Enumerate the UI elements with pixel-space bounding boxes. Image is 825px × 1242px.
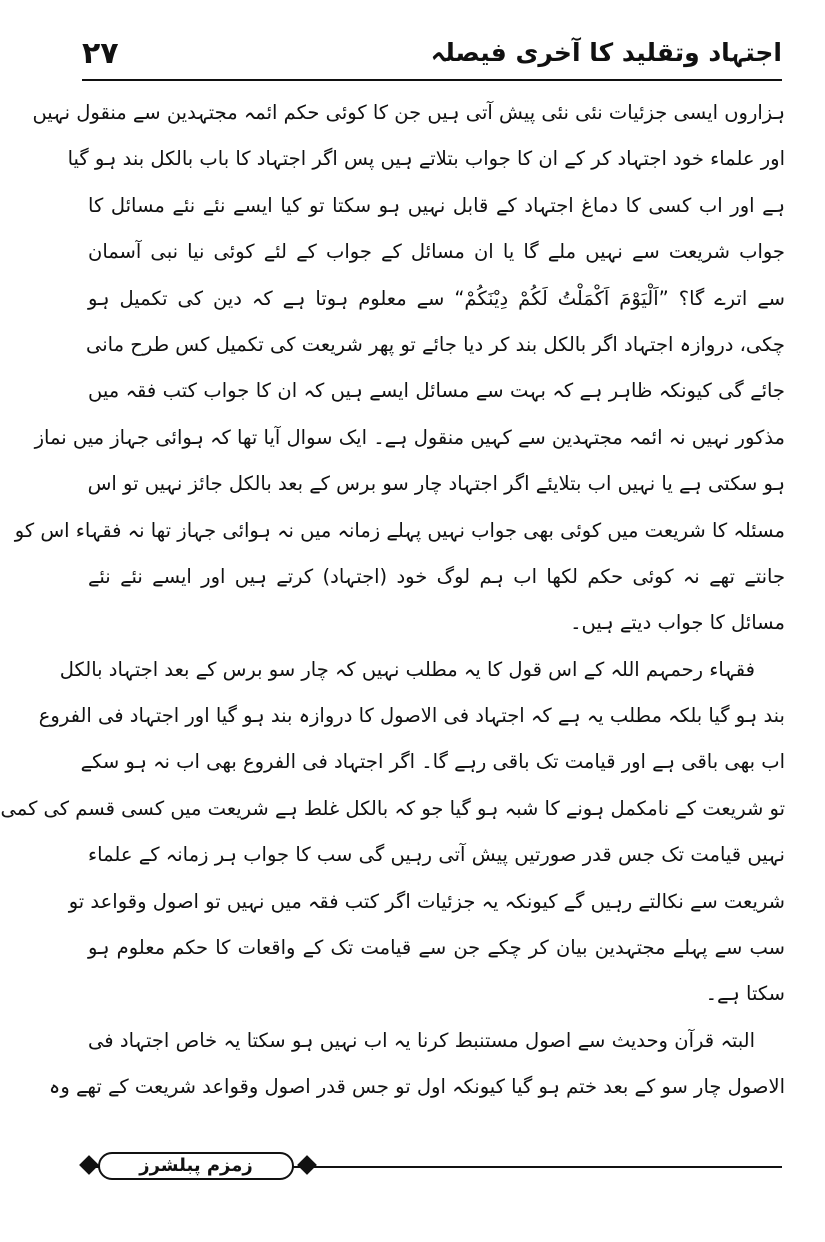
- text-line: نہیں قیامت تک جس قدر صورتیں پیش آتی رہیں گی سب کا جواب ہر زمانہ کے علماء: [88, 843, 785, 867]
- body-text: [0, 90, 785, 1111]
- text-line: جواب شریعت سے نہیں ملے گا یا ان مسائل کے جواب کے لئے کوئی نیا نبی آسمان: [88, 240, 785, 264]
- text-line: سکتا ہے۔: [705, 982, 785, 1006]
- text-line: جانتے تھے نہ کوئی حکم لکھا اب ہم لوگ خود (اجتہاد) کرتے ہیں اور ایسے نئے نئے: [88, 564, 785, 588]
- text-line: مسائل کا جواب دیتے ہیں۔: [570, 611, 785, 635]
- text-line: شریعت سے نکالتے رہیں گے کیونکہ یہ جزئیات اگر کتب فقہ میں نہیں تو اصول وقواعد تو: [68, 889, 785, 913]
- text-line: تو شریعت کے نامکمل ہونے کا شبہ ہو گیا جو کہ بالکل غلط ہے شریعت میں کسی قسم کی کمی: [0, 796, 785, 820]
- text-line: بند ہو گیا بلکہ مطلب یہ ہے کہ اجتہاد فی الاصول کا دروازہ بند ہو گیا اور اجتہاد فی الفروع: [38, 704, 785, 728]
- text-line: فقہاء رحمہم اللہ کے اس قول کا یہ مطلب نہیں کہ چار سو برس کے بعد اجتہاد بالکل: [59, 657, 755, 681]
- page-header: [82, 34, 782, 74]
- text-line: الاصول چار سو کے بعد ختم ہو گیا کیونکہ اول تو جس قدر اصول وقواعد شریعت کے تھے وہ: [48, 1075, 785, 1099]
- text-line: جائے گی کیونکہ ظاہر ہے کہ بہت سے مسائل ایسے ہیں کہ ان کا جواب کتب فقہ میں: [88, 379, 785, 403]
- text-line: چکی، دروازہ اجتہاد اگر بالکل بند کر دیا جائے تو پھر شریعت کی تکمیل کس طرح مانی: [85, 332, 785, 356]
- header-rule: [82, 79, 782, 81]
- text-line: سب سے پہلے مجتہدین بیان کر چکے جن سے قیامت تک کے واقعات کا حکم معلوم ہو: [88, 936, 785, 960]
- page-footer: [82, 1152, 782, 1186]
- ornament-left-icon: [79, 1155, 99, 1175]
- text-line: مذکور نہیں نہ ائمہ مجتہدین سے کہیں منقول ہے۔ ایک سوال آیا تھا کہ ہوائی جہاز میں نماز: [34, 425, 785, 449]
- text-line: اب بھی باقی ہے اور قیامت تک باقی رہے گا۔ اگر اجتہاد فی الفروع بھی اب نہ ہو سکے: [80, 750, 785, 774]
- text-line: اور علماء خود اجتہاد کر کے ان کا جواب بتلاتے ہیں پس اگر اجتہاد کا باب بالکل بند ہو گیا: [67, 147, 785, 171]
- text-line: ہو سکتی ہے یا نہیں اب بتلایئے اگر اجتہاد چار سو برس کے بعد بالکل جائز نہیں تو اس: [87, 472, 785, 496]
- text-line: البتہ قرآن وحدیث سے اصول مستنبط کرنا یہ اب نہیں ہو سکتا یہ خاص اجتہاد فی: [88, 1028, 755, 1052]
- text-line: سے اترے گا؟ ”اَلْیَوْمَ اَکْمَلْتُ لَکُمْ دِیْنَکُمْ“ سے معلوم ہوتا ہے کہ دین کی تکمیل ہو: [88, 286, 785, 310]
- page-number: ۲۷: [82, 36, 119, 71]
- text-line: ہے اور اب کسی کا دماغ اجتہاد کے قابل نہیں ہو سکتا تو کیا ایسے نئے نئے مسائل کا: [88, 193, 785, 217]
- text-line: ہزاروں ایسی جزئیات نئی نئی پیش آتی ہیں جن کا کوئی حکم ائمہ مجتہدین سے منقول نہیں: [32, 101, 785, 124]
- publisher-badge: زمزم پبلشرز: [98, 1152, 294, 1180]
- text-line: مسئلہ کا شریعت میں کوئی بھی جواب نہیں پہلے زمانہ میں نہ ہوائی جہاز تھا نہ فقہاء اس کو: [14, 518, 785, 542]
- running-title: اجتہاد وتقلید کا آخری فیصلہ: [430, 38, 782, 67]
- ornament-right-icon: [297, 1155, 317, 1175]
